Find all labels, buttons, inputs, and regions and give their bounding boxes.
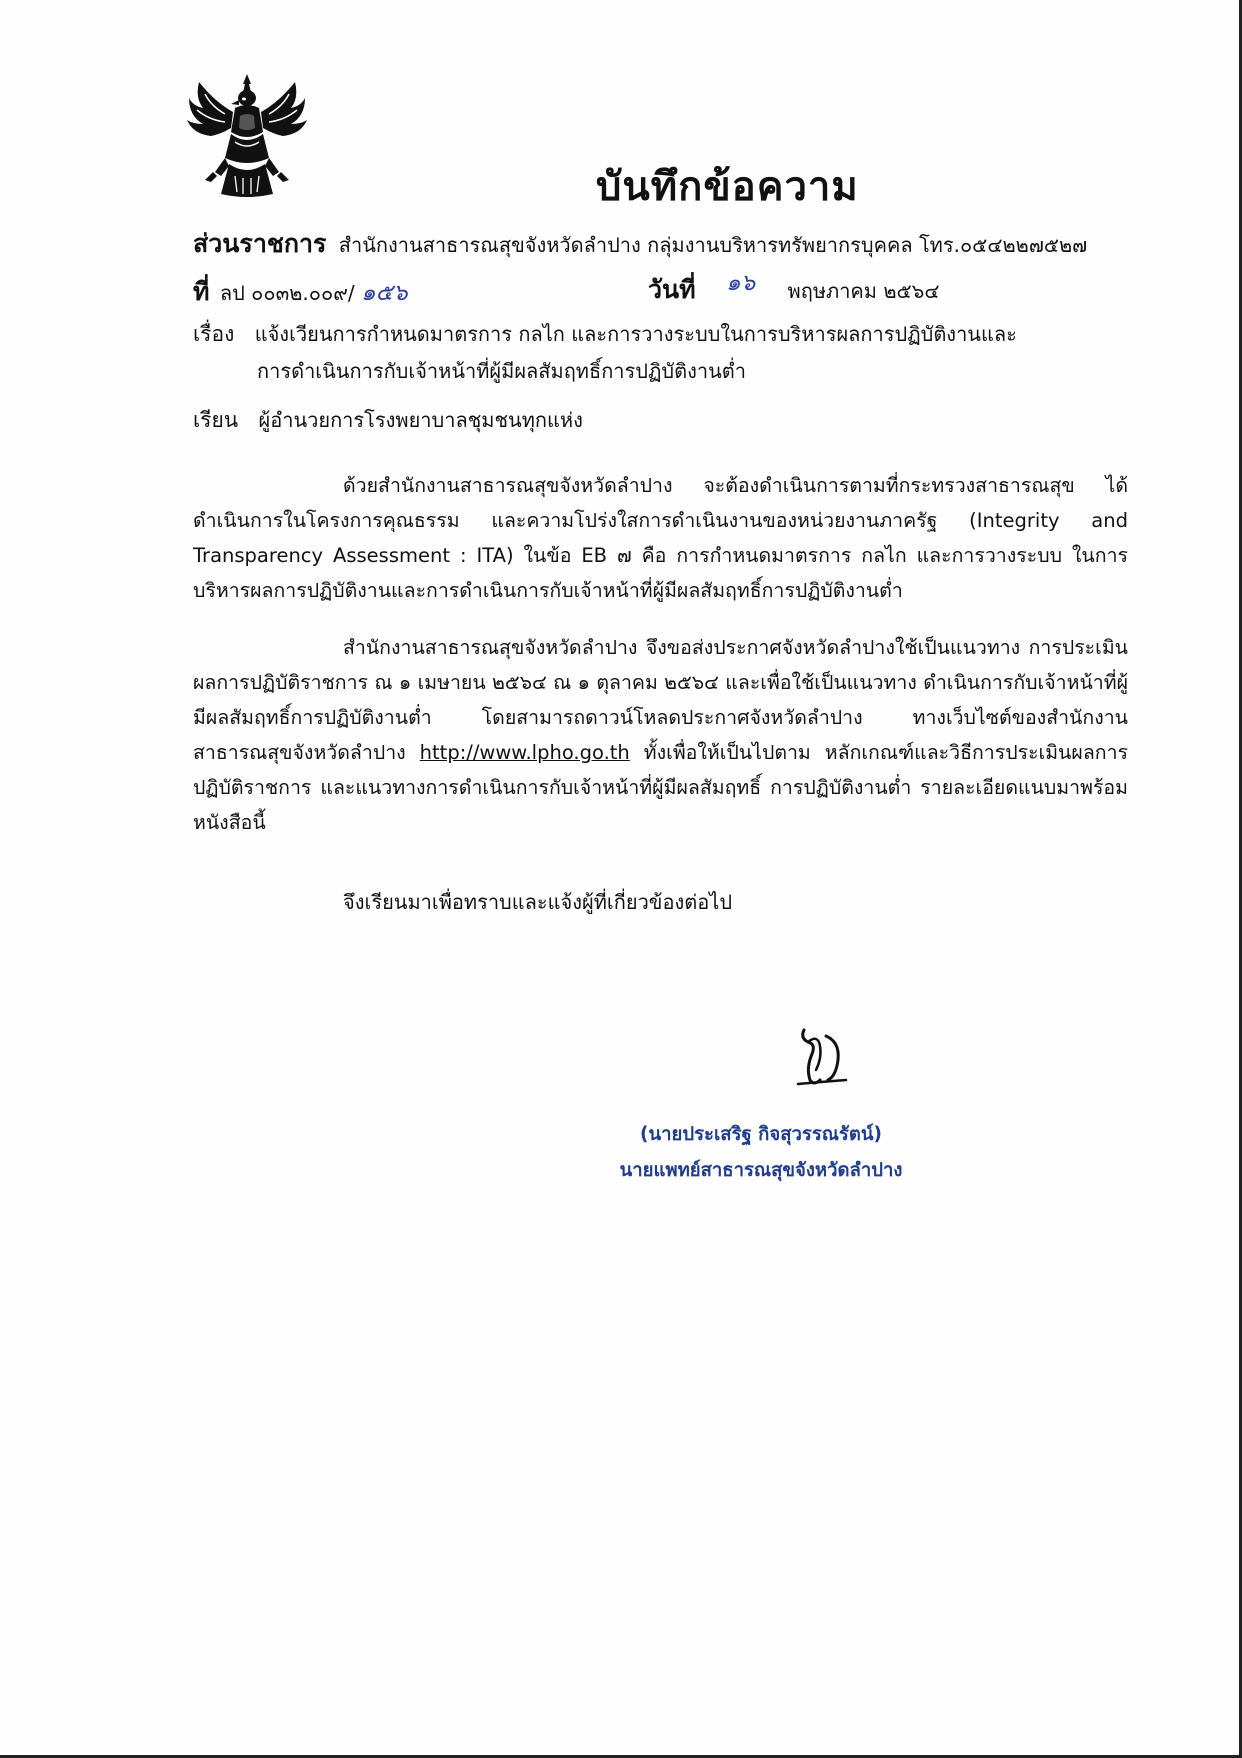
closing-line bbox=[343, 886, 732, 918]
lpho-website-link[interactable]: http://www.lpho.go.th bbox=[419, 741, 630, 764]
date-handwritten-day: ๑๖ bbox=[725, 270, 756, 296]
subject-text-2: การดำเนินการกับเจ้าหน้าที่ผู้มีผลสัมฤทธิ์การปฏิบัติงานต่ำ bbox=[257, 359, 746, 383]
date-line bbox=[648, 270, 940, 310]
signatory-name: (นายประเสริฐ กิจสุวรรณรัตน์) bbox=[640, 1124, 882, 1145]
signatory-position: นายแพทย์สาธารณสุขจังหวัดลำปาง bbox=[619, 1160, 903, 1181]
reference-handwritten-number: ๑๕๖ bbox=[360, 280, 408, 306]
reference-prefix: ลป ๐๐๓๒.๐๐๙/ bbox=[219, 281, 355, 305]
addressee-line bbox=[193, 404, 583, 437]
subject-line-2 bbox=[257, 355, 746, 387]
reference-label: ที่ bbox=[193, 277, 210, 306]
garuda-emblem-icon bbox=[185, 72, 310, 200]
reference-line bbox=[193, 272, 408, 312]
subject-label: เรื่อง bbox=[193, 322, 235, 346]
addressee-label: เรียน bbox=[193, 408, 239, 432]
date-month-year: พฤษภาคม ๒๕๖๔ bbox=[787, 279, 940, 303]
closing-text: จึงเรียนมาเพื่อทราบและแจ้งผู้ที่เกี่ยวข้องต่อไป bbox=[343, 890, 733, 914]
document-title: บันทึกข้อความ bbox=[596, 164, 859, 210]
paragraph-2-text-after-link: ทั้งเพื่อให้เป็นไปตาม หลักเกณฑ์และวิธีการประเมินผลการปฏิบัติราชการ และแนวทางการดำเนินการกับเจ้าหน้าที่ผู้มีผลสัมฤทธิ์ การปฏิบัติงานต่ำ รายละเอียดแนบมาพร้อมหนังสือนี้ bbox=[193, 741, 1128, 834]
subject-text-1: แจ้งเวียนการกำหนดมาตรการ กลไก และการวางระบบในการบริหารผลการปฏิบัติงานและ bbox=[254, 322, 1017, 346]
paragraph-2-text-before-link: สำนักงานสาธารณสุขจังหวัดลำปาง จึงขอส่งประกาศจังหวัดลำปางใช้เป็นแนวทาง การประเมินผลการปฏิบัติราชการ ณ ๑ เมษายน ๒๕๖๔ ณ ๑ ตุลาคม ๒๕๖๔ และเพื่อใช้เป็นแนวทาง ดำเนินการกับเจ้าหน้าที่ผู้มีผลสัมฤทธิ์การปฏิบัติงานต่ำ โดยสามารถดาวน์โหลดประกาศจังหวัดลำปาง ทางเว็บไซต์ของสำนักงานสาธารณสุขจังหวัดลำปาง bbox=[193, 636, 1128, 764]
subject-line-1 bbox=[193, 318, 1017, 351]
body-paragraph-1 bbox=[193, 468, 1128, 608]
addressee-value: ผู้อำนวยการโรงพยาบาลชุมชนทุกแห่ง bbox=[258, 408, 583, 432]
body-paragraph-2 bbox=[193, 630, 1128, 840]
agency-label: ส่วนราชการ bbox=[193, 229, 327, 258]
agency-value: สำนักงานสาธารณสุขจังหวัดลำปาง กลุ่มงานบริหารทรัพยากรบุคคล โทร.๐๕๔๒๒๗๕๒๗ bbox=[338, 233, 1088, 257]
paragraph-1-text: ด้วยสำนักงานสาธารณสุขจังหวัดลำปาง จะต้องดำเนินการตามที่กระทรวงสาธารณสุข ได้ดำเนินการในโครงการคุณธรรม และความโปร่งใสการดำเนินงานของหน่วยงานภาครัฐ (Integrity and Transparency Assessment : ITA) ในข้อ EB ๗ คือ การกำหนดมาตรการ กลไก และการวางระบบ ในการบริหารผลการปฏิบัติงานและการดำเนินการกับเจ้าหน้าที่ผู้มีผลสัมฤทธิ์การปฏิบัติงานต่ำ bbox=[193, 474, 1128, 602]
agency-line bbox=[193, 224, 1087, 264]
handwritten-signature-icon bbox=[790, 1024, 860, 1090]
date-label: วันที่ bbox=[648, 275, 696, 304]
